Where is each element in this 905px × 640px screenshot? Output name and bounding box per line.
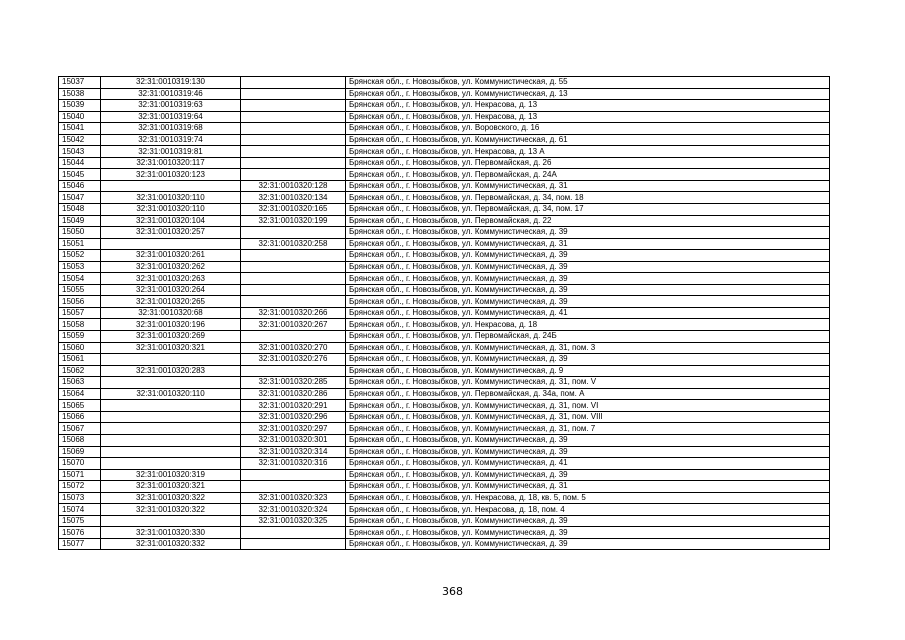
related-cadastral-number-cell <box>241 481 346 493</box>
table-row <box>59 215 830 227</box>
related-cadastral-number-cell <box>241 157 346 169</box>
row-number-cell: 15059 <box>59 331 101 343</box>
cadastral-number-cell <box>101 180 241 192</box>
page-number: 368 <box>442 585 463 598</box>
row-number-cell: 15047 <box>59 192 101 204</box>
address-cell: Брянская обл., г. Новозыбков, ул. Коммунистическая, д. 61 <box>346 134 830 146</box>
row-number-cell: 15043 <box>59 146 101 158</box>
cadastral-number-cell: 32:31:0010319:81 <box>101 146 241 158</box>
address-cell: Брянская обл., г. Новозыбков, ул. Первомайская, д. 24А <box>346 169 830 181</box>
table-row <box>59 157 830 169</box>
related-cadastral-number-cell: 32:31:0010320:323 <box>241 492 346 504</box>
address-cell: Брянская обл., г. Новозыбков, ул. Коммунистическая, д. 9 <box>346 365 830 377</box>
table-row <box>59 100 830 112</box>
related-cadastral-number-cell <box>241 250 346 262</box>
address-cell: Брянская обл., г. Новозыбков, ул. Некрасова, д. 18, кв. 5, пом. 5 <box>346 492 830 504</box>
row-number-cell: 15037 <box>59 77 101 89</box>
address-cell: Брянская обл., г. Новозыбков, ул. Первомайская, д. 34, пом. 17 <box>346 204 830 216</box>
address-cell: Брянская обл., г. Новозыбков, ул. Коммунистическая, д. 39 <box>346 261 830 273</box>
address-cell: Брянская обл., г. Новозыбков, ул. Коммунистическая, д. 39 <box>346 354 830 366</box>
cadastral-number-cell: 32:31:0010320:319 <box>101 469 241 481</box>
table-row <box>59 365 830 377</box>
address-cell: Брянская обл., г. Новозыбков, ул. Некрасова, д. 18 <box>346 319 830 331</box>
related-cadastral-number-cell <box>241 227 346 239</box>
table-row <box>59 88 830 100</box>
table-row <box>59 307 830 319</box>
table-row <box>59 169 830 181</box>
row-number-cell: 15057 <box>59 307 101 319</box>
cadastral-number-cell: 32:31:0010320:283 <box>101 365 241 377</box>
address-cell: Брянская обл., г. Новозыбков, ул. Коммунистическая, д. 39 <box>346 227 830 239</box>
address-cell: Брянская обл., г. Новозыбков, ул. Коммунистическая, д. 31 <box>346 180 830 192</box>
cadastral-number-cell: 32:31:0010320:117 <box>101 157 241 169</box>
cadastral-number-cell: 32:31:0010320:269 <box>101 331 241 343</box>
table-row <box>59 342 830 354</box>
table-row <box>59 354 830 366</box>
address-cell: Брянская обл., г. Новозыбков, ул. Коммунистическая, д. 31, пом. 3 <box>346 342 830 354</box>
table-row <box>59 446 830 458</box>
row-number-cell: 15044 <box>59 157 101 169</box>
row-number-cell: 15076 <box>59 527 101 539</box>
related-cadastral-number-cell: 32:31:0010320:325 <box>241 515 346 527</box>
row-number-cell: 15038 <box>59 88 101 100</box>
cadastral-number-cell: 32:31:0010320:265 <box>101 296 241 308</box>
row-number-cell: 15066 <box>59 411 101 423</box>
related-cadastral-number-cell: 32:31:0010320:324 <box>241 504 346 516</box>
row-number-cell: 15048 <box>59 204 101 216</box>
related-cadastral-number-cell <box>241 77 346 89</box>
table-row <box>59 204 830 216</box>
cadastral-number-cell <box>101 411 241 423</box>
table-row <box>59 284 830 296</box>
table-row <box>59 492 830 504</box>
table-row <box>59 458 830 470</box>
related-cadastral-number-cell <box>241 331 346 343</box>
table-row <box>59 388 830 400</box>
address-cell: Брянская обл., г. Новозыбков, ул. Коммунистическая, д. 41 <box>346 307 830 319</box>
related-cadastral-number-cell <box>241 527 346 539</box>
address-cell: Брянская обл., г. Новозыбков, ул. Коммунистическая, д. 31 <box>346 481 830 493</box>
cadastral-number-cell: 32:31:0010320:123 <box>101 169 241 181</box>
related-cadastral-number-cell <box>241 134 346 146</box>
registry-table-body <box>59 77 830 550</box>
address-cell: Брянская обл., г. Новозыбков, ул. Коммунистическая, д. 31, пом. V <box>346 377 830 389</box>
related-cadastral-number-cell <box>241 261 346 273</box>
row-number-cell: 15050 <box>59 227 101 239</box>
related-cadastral-number-cell: 32:31:0010320:316 <box>241 458 346 470</box>
related-cadastral-number-cell <box>241 100 346 112</box>
row-number-cell: 15054 <box>59 273 101 285</box>
cadastral-number-cell <box>101 400 241 412</box>
address-cell: Брянская обл., г. Новозыбков, ул. Некрасова, д. 13 <box>346 111 830 123</box>
row-number-cell: 15068 <box>59 434 101 446</box>
cadastral-number-cell: 32:31:0010320:330 <box>101 527 241 539</box>
cadastral-number-cell <box>101 423 241 435</box>
row-number-cell: 15045 <box>59 169 101 181</box>
row-number-cell: 15070 <box>59 458 101 470</box>
row-number-cell: 15051 <box>59 238 101 250</box>
cadastral-number-cell: 32:31:0010320:68 <box>101 307 241 319</box>
cadastral-number-cell <box>101 515 241 527</box>
row-number-cell: 15069 <box>59 446 101 458</box>
table-row <box>59 77 830 89</box>
cadastral-number-cell: 32:31:0010320:196 <box>101 319 241 331</box>
cadastral-number-cell: 32:31:0010320:321 <box>101 342 241 354</box>
related-cadastral-number-cell <box>241 146 346 158</box>
address-cell: Брянская обл., г. Новозыбков, ул. Коммунистическая, д. 41 <box>346 458 830 470</box>
address-cell: Брянская обл., г. Новозыбков, ул. Некрасова, д. 18, пом. 4 <box>346 504 830 516</box>
related-cadastral-number-cell: 32:31:0010320:314 <box>241 446 346 458</box>
address-cell: Брянская обл., г. Новозыбков, ул. Первомайская, д. 22 <box>346 215 830 227</box>
cadastral-number-cell: 32:31:0010320:264 <box>101 284 241 296</box>
related-cadastral-number-cell <box>241 538 346 550</box>
row-number-cell: 15058 <box>59 319 101 331</box>
address-cell: Брянская обл., г. Новозыбков, ул. Коммунистическая, д. 39 <box>346 434 830 446</box>
table-row <box>59 400 830 412</box>
address-cell: Брянская обл., г. Новозыбков, ул. Коммунистическая, д. 39 <box>346 273 830 285</box>
related-cadastral-number-cell <box>241 296 346 308</box>
related-cadastral-number-cell: 32:31:0010320:134 <box>241 192 346 204</box>
table-row <box>59 296 830 308</box>
cadastral-number-cell: 32:31:0010319:63 <box>101 100 241 112</box>
table-row <box>59 423 830 435</box>
cadastral-number-cell <box>101 238 241 250</box>
address-cell: Брянская обл., г. Новозыбков, ул. Коммунистическая, д. 39 <box>346 538 830 550</box>
cadastral-number-cell: 32:31:0010320:332 <box>101 538 241 550</box>
address-cell: Брянская обл., г. Новозыбков, ул. Коммунистическая, д. 31, пом. VIII <box>346 411 830 423</box>
cadastral-number-cell <box>101 354 241 366</box>
address-cell: Брянская обл., г. Новозыбков, ул. Первомайская, д. 34а, пом. А <box>346 388 830 400</box>
table-row <box>59 319 830 331</box>
address-cell: Брянская обл., г. Новозыбков, ул. Коммунистическая, д. 39 <box>346 469 830 481</box>
cadastral-number-cell <box>101 434 241 446</box>
table-row <box>59 123 830 135</box>
table-row <box>59 469 830 481</box>
related-cadastral-number-cell <box>241 169 346 181</box>
cadastral-number-cell: 32:31:0010320:322 <box>101 504 241 516</box>
row-number-cell: 15075 <box>59 515 101 527</box>
cadastral-number-cell <box>101 446 241 458</box>
table-row <box>59 411 830 423</box>
cadastral-number-cell: 32:31:0010319:130 <box>101 77 241 89</box>
address-cell: Брянская обл., г. Новозыбков, ул. Коммунистическая, д. 31 <box>346 238 830 250</box>
related-cadastral-number-cell <box>241 273 346 285</box>
table-row <box>59 180 830 192</box>
cadastral-number-cell: 32:31:0010320:110 <box>101 192 241 204</box>
address-cell: Брянская обл., г. Новозыбков, ул. Коммунистическая, д. 39 <box>346 446 830 458</box>
address-cell: Брянская обл., г. Новозыбков, ул. Первомайская, д. 26 <box>346 157 830 169</box>
registry-table <box>58 76 830 550</box>
address-cell: Брянская обл., г. Новозыбков, ул. Первомайская, д. 24Б <box>346 331 830 343</box>
row-number-cell: 15064 <box>59 388 101 400</box>
related-cadastral-number-cell <box>241 365 346 377</box>
address-cell: Брянская обл., г. Новозыбков, ул. Первомайская, д. 34, пом. 18 <box>346 192 830 204</box>
related-cadastral-number-cell <box>241 123 346 135</box>
row-number-cell: 15067 <box>59 423 101 435</box>
related-cadastral-number-cell: 32:31:0010320:301 <box>241 434 346 446</box>
address-cell: Брянская обл., г. Новозыбков, ул. Коммунистическая, д. 31, пом. 7 <box>346 423 830 435</box>
address-cell: Брянская обл., г. Новозыбков, ул. Коммунистическая, д. 39 <box>346 515 830 527</box>
address-cell: Брянская обл., г. Новозыбков, ул. Коммунистическая, д. 55 <box>346 77 830 89</box>
row-number-cell: 15077 <box>59 538 101 550</box>
cadastral-number-cell: 32:31:0010320:321 <box>101 481 241 493</box>
cadastral-number-cell: 32:31:0010320:104 <box>101 215 241 227</box>
cadastral-number-cell: 32:31:0010320:257 <box>101 227 241 239</box>
related-cadastral-number-cell: 32:31:0010320:267 <box>241 319 346 331</box>
address-cell: Брянская обл., г. Новозыбков, ул. Коммунистическая, д. 39 <box>346 284 830 296</box>
cadastral-number-cell: 32:31:0010320:110 <box>101 388 241 400</box>
related-cadastral-number-cell <box>241 284 346 296</box>
related-cadastral-number-cell: 32:31:0010320:285 <box>241 377 346 389</box>
table-row <box>59 515 830 527</box>
cadastral-number-cell: 32:31:0010320:263 <box>101 273 241 285</box>
cadastral-number-cell <box>101 458 241 470</box>
address-cell: Брянская обл., г. Новозыбков, ул. Коммунистическая, д. 39 <box>346 296 830 308</box>
related-cadastral-number-cell <box>241 469 346 481</box>
related-cadastral-number-cell: 32:31:0010320:297 <box>241 423 346 435</box>
address-cell: Брянская обл., г. Новозыбков, ул. Коммунистическая, д. 13 <box>346 88 830 100</box>
row-number-cell: 15056 <box>59 296 101 308</box>
cadastral-number-cell: 32:31:0010319:46 <box>101 88 241 100</box>
cadastral-number-cell: 32:31:0010319:74 <box>101 134 241 146</box>
related-cadastral-number-cell: 32:31:0010320:291 <box>241 400 346 412</box>
row-number-cell: 15042 <box>59 134 101 146</box>
table-row <box>59 527 830 539</box>
address-cell: Брянская обл., г. Новозыбков, ул. Коммунистическая, д. 31, пом. VI <box>346 400 830 412</box>
row-number-cell: 15062 <box>59 365 101 377</box>
row-number-cell: 15071 <box>59 469 101 481</box>
address-cell: Брянская обл., г. Новозыбков, ул. Воровского, д. 16 <box>346 123 830 135</box>
address-cell: Брянская обл., г. Новозыбков, ул. Некрасова, д. 13 <box>346 100 830 112</box>
related-cadastral-number-cell: 32:31:0010320:128 <box>241 180 346 192</box>
table-row <box>59 146 830 158</box>
table-row <box>59 192 830 204</box>
table-row <box>59 250 830 262</box>
cadastral-number-cell: 32:31:0010320:262 <box>101 261 241 273</box>
table-row <box>59 481 830 493</box>
related-cadastral-number-cell: 32:31:0010320:199 <box>241 215 346 227</box>
table-row <box>59 538 830 550</box>
cadastral-number-cell: 32:31:0010319:68 <box>101 123 241 135</box>
related-cadastral-number-cell: 32:31:0010320:266 <box>241 307 346 319</box>
row-number-cell: 15065 <box>59 400 101 412</box>
related-cadastral-number-cell: 32:31:0010320:165 <box>241 204 346 216</box>
related-cadastral-number-cell <box>241 111 346 123</box>
cadastral-number-cell: 32:31:0010320:110 <box>101 204 241 216</box>
cadastral-number-cell: 32:31:0010320:261 <box>101 250 241 262</box>
address-cell: Брянская обл., г. Новозыбков, ул. Некрасова, д. 13 А <box>346 146 830 158</box>
address-cell: Брянская обл., г. Новозыбков, ул. Коммунистическая, д. 39 <box>346 250 830 262</box>
table-row <box>59 227 830 239</box>
table-row <box>59 261 830 273</box>
row-number-cell: 15073 <box>59 492 101 504</box>
cadastral-number-cell: 32:31:0010320:322 <box>101 492 241 504</box>
related-cadastral-number-cell: 32:31:0010320:286 <box>241 388 346 400</box>
row-number-cell: 15074 <box>59 504 101 516</box>
row-number-cell: 15053 <box>59 261 101 273</box>
row-number-cell: 15061 <box>59 354 101 366</box>
related-cadastral-number-cell <box>241 88 346 100</box>
table-row <box>59 273 830 285</box>
table-row <box>59 331 830 343</box>
related-cadastral-number-cell: 32:31:0010320:296 <box>241 411 346 423</box>
row-number-cell: 15052 <box>59 250 101 262</box>
related-cadastral-number-cell: 32:31:0010320:276 <box>241 354 346 366</box>
cadastral-number-cell <box>101 377 241 389</box>
row-number-cell: 15041 <box>59 123 101 135</box>
row-number-cell: 15049 <box>59 215 101 227</box>
row-number-cell: 15046 <box>59 180 101 192</box>
related-cadastral-number-cell: 32:31:0010320:258 <box>241 238 346 250</box>
row-number-cell: 15063 <box>59 377 101 389</box>
table-row <box>59 111 830 123</box>
row-number-cell: 15039 <box>59 100 101 112</box>
table-row <box>59 134 830 146</box>
table-row <box>59 238 830 250</box>
row-number-cell: 15055 <box>59 284 101 296</box>
row-number-cell: 15072 <box>59 481 101 493</box>
row-number-cell: 15060 <box>59 342 101 354</box>
table-row <box>59 377 830 389</box>
address-cell: Брянская обл., г. Новозыбков, ул. Коммунистическая, д. 39 <box>346 527 830 539</box>
table-row <box>59 434 830 446</box>
related-cadastral-number-cell: 32:31:0010320:270 <box>241 342 346 354</box>
table-row <box>59 504 830 516</box>
cadastral-number-cell: 32:31:0010319:64 <box>101 111 241 123</box>
row-number-cell: 15040 <box>59 111 101 123</box>
